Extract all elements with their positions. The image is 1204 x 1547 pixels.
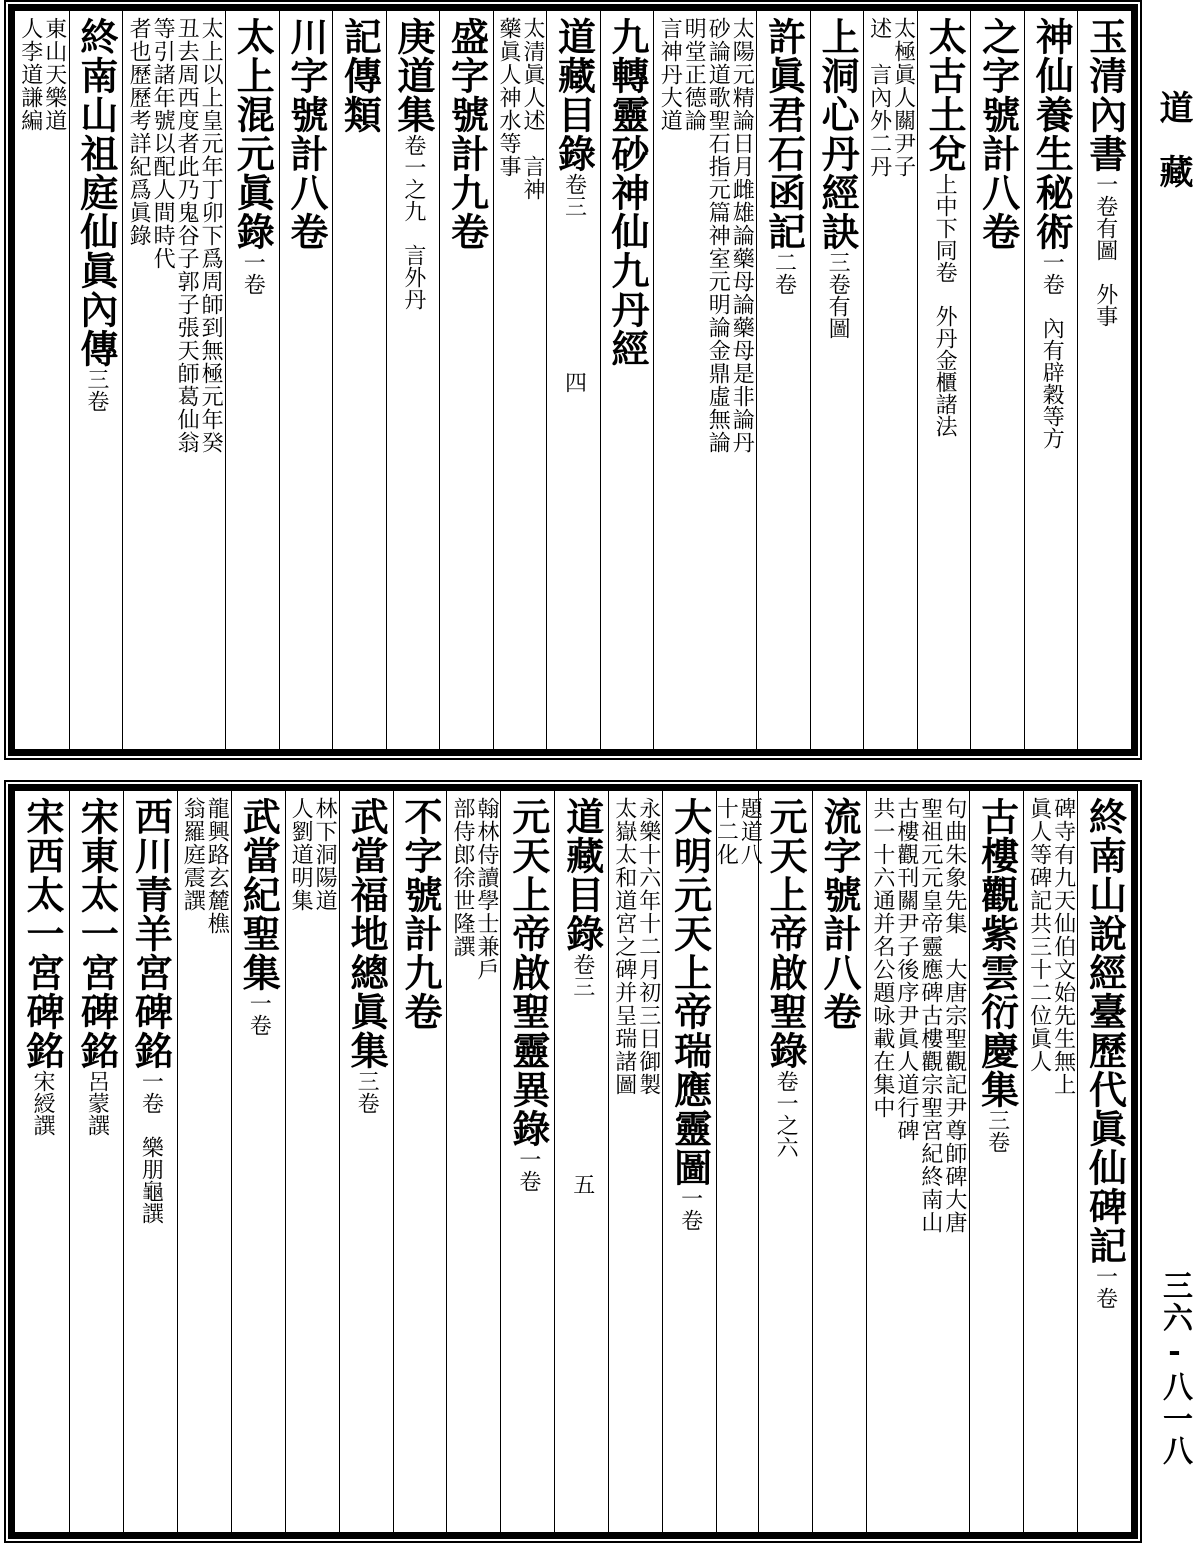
entry-title-text: 九轉靈砂神仙九丹經	[605, 17, 651, 368]
annotation-column	[713, 791, 763, 1532]
entry-title-text: 玉清內書	[1082, 17, 1128, 173]
entry-note: 上中下同卷 外丹金櫃諸法	[932, 173, 958, 437]
entry-column	[662, 791, 716, 1532]
lower-text-block	[8, 784, 1138, 1539]
annotation-lines	[657, 17, 755, 454]
annotation-line: 句曲朱象先集 大唐宗聖觀記尹尊師碑大唐	[941, 797, 967, 1234]
entry-note: 一卷有圖 外事	[1092, 173, 1118, 327]
entry-title-text: 流字號計八卷	[817, 797, 863, 1031]
annotation-lines	[288, 797, 338, 912]
entry-title-text: 宋西太一宮碑銘	[19, 797, 65, 1070]
entry-title-text: 太古土兌	[922, 17, 968, 173]
entry-title-text: 上洞心丹經訣	[815, 17, 861, 251]
annotation-column	[1023, 791, 1077, 1532]
entry-column	[386, 11, 440, 749]
entry-column	[279, 11, 333, 749]
entry-title	[975, 17, 1021, 251]
annotation-line: 古樓觀刊關尹子後序尹眞人道行碑	[893, 797, 919, 1142]
entry-title-text: 道藏目錄	[559, 797, 605, 953]
entry-note: 宋綬譔	[29, 1070, 55, 1136]
annotation-column	[15, 11, 69, 749]
entry-column	[1077, 11, 1131, 749]
annotation-line: 人劉道明集	[288, 797, 314, 912]
entry-column	[439, 11, 493, 749]
entry-column	[1077, 791, 1131, 1532]
entry-note: 三卷	[354, 1070, 380, 1114]
upper-text-block	[8, 4, 1138, 756]
entry-title-text: 神仙養生秘術	[1029, 17, 1075, 251]
annotation-lines	[180, 797, 230, 935]
annotation-line: 太清眞人述 言神	[519, 17, 545, 201]
entry-column	[812, 791, 866, 1532]
entry-title	[1029, 17, 1075, 449]
entry-note: 一卷 內有辟穀等方	[1039, 251, 1065, 449]
annotation-line: 部侍郎徐世隆譔	[449, 797, 475, 958]
annotation-line: 太嶽太和道宮之碑并呈瑞諸圖	[611, 797, 637, 1096]
entry-title-text: 古樓觀紫雲衍慶集	[974, 797, 1020, 1109]
entry-title-text: 武當福地總眞集	[344, 797, 390, 1070]
entry-title	[505, 797, 551, 1192]
entry-column	[758, 791, 812, 1532]
entry-title-text: 西川青羊宮碑銘	[128, 797, 174, 1070]
annotation-line: 明堂正德論	[681, 17, 707, 132]
entry-title	[763, 797, 809, 1158]
annotation-line: 述 言內外二丹	[866, 17, 892, 178]
annotation-lines	[497, 17, 543, 201]
annotation-line: 眞人等碑記共三十二位眞人	[1026, 797, 1052, 1073]
entry-note: 一卷 樂朋龜譔	[138, 1070, 164, 1224]
entry-column	[15, 791, 69, 1532]
annotation-line: 者也歷歷考詳紀爲眞錄	[126, 17, 152, 247]
entry-title	[1082, 17, 1128, 327]
entry-note: 一卷	[246, 992, 272, 1036]
annotation-line: 砂論道歌聖石指元篇神室元明論金鼎虛無論	[705, 17, 731, 454]
annotation-line: 太陽元精論日月雌雄論藥母論藥母是非論丹	[729, 17, 755, 454]
entry-title-text: 大明元天上帝瑞應靈圖	[667, 797, 713, 1187]
annotation-line: 太上以上皇元年丁卯下爲周師到無極元年癸	[198, 17, 224, 454]
entry-note: 一卷	[1092, 1265, 1118, 1309]
annotation-column	[493, 11, 547, 749]
entry-column	[970, 11, 1024, 749]
entry-column	[1024, 11, 1078, 749]
entry-title-text: 宋東太一宮碑銘	[74, 797, 120, 1070]
entry-title-text: 川字號計八卷	[283, 17, 329, 251]
annotation-lines	[868, 17, 914, 178]
entry-title	[974, 797, 1020, 1153]
annotation-line: 東山天樂道	[41, 17, 67, 132]
annotation-column	[285, 791, 339, 1532]
entry-title	[817, 797, 863, 1031]
annotation-line: 題道八	[737, 797, 763, 866]
running-title: 道藏	[1153, 90, 1193, 218]
entry-title	[444, 17, 490, 251]
annotation-column	[608, 791, 662, 1532]
entry-note: 一卷	[677, 1187, 703, 1231]
entry-title	[551, 17, 597, 393]
annotation-line: 龍興路玄麓樵	[204, 797, 230, 935]
entry-column	[810, 11, 864, 749]
entry-note: 三卷有圖	[825, 251, 851, 339]
entry-note: 一卷	[515, 1148, 541, 1192]
entry-column	[546, 11, 600, 749]
entry-title-text: 元天上帝啟聖錄	[763, 797, 809, 1070]
annotation-line: 翰林侍讀學士兼戶	[473, 797, 499, 981]
annotation-column	[446, 791, 500, 1532]
annotation-lines	[451, 797, 497, 981]
entry-note: 一卷	[240, 251, 266, 295]
entry-column	[500, 791, 554, 1532]
entry-title	[236, 797, 282, 1036]
entry-title	[230, 17, 276, 295]
annotation-line: 丑去周西度者此乃鬼谷子郭子張天師葛仙翁	[174, 17, 200, 454]
entry-title-text: 之字號計八卷	[975, 17, 1021, 251]
annotation-column	[866, 791, 970, 1532]
entry-title-text: 許眞君石函記	[761, 17, 807, 251]
entry-note: 三卷	[984, 1109, 1010, 1153]
annotation-line: 翁羅庭震譔	[180, 797, 206, 912]
entry-title-text: 武當紀聖集	[236, 797, 282, 992]
annotation-line: 等引諸年號以配人間時代	[150, 17, 176, 270]
entry-title	[398, 797, 443, 1031]
entry-note: 卷三 四	[561, 173, 587, 393]
entry-title	[337, 17, 383, 134]
entry-column	[339, 791, 393, 1532]
upper-columns	[15, 11, 1131, 749]
lower-columns	[15, 791, 1131, 1532]
entry-title-text: 不字號計九卷	[398, 797, 443, 1031]
entry-column	[969, 791, 1023, 1532]
entry-title-text: 庚道集	[390, 17, 436, 134]
annotation-lines	[871, 797, 965, 1234]
entry-title-text: 盛字號計九卷	[444, 17, 490, 251]
entry-title	[605, 17, 651, 368]
entry-column	[917, 11, 971, 749]
entry-column	[123, 791, 177, 1532]
annotation-column	[122, 11, 225, 749]
annotation-line: 言神丹大道	[657, 17, 683, 132]
entry-column	[393, 791, 447, 1532]
entry-title	[559, 797, 605, 1195]
entry-note: 三卷	[83, 368, 109, 412]
annotation-line: 林下洞陽道	[312, 797, 338, 912]
entry-note: 卷三 五	[569, 953, 595, 1195]
entry-title-text: 終南山祖庭仙眞內傳	[73, 17, 119, 368]
annotation-lines	[613, 797, 659, 1096]
annotation-lines	[19, 17, 65, 132]
entry-title	[73, 17, 119, 412]
annotation-line: 永樂十六年十二月初三日御製	[635, 797, 661, 1096]
annotation-column	[863, 11, 917, 749]
annotation-lines	[126, 17, 224, 454]
entry-column	[225, 11, 279, 749]
entry-column	[554, 791, 608, 1532]
annotation-line: 人李道謙編	[17, 17, 43, 132]
entry-column	[69, 11, 123, 749]
annotation-lines	[1028, 797, 1074, 1096]
annotation-lines	[713, 797, 763, 866]
entry-title-text: 記傳類	[337, 17, 383, 134]
entry-column	[600, 11, 654, 749]
entry-note: 卷一之九 言外丹	[400, 134, 426, 310]
page-number: 三六-八一八	[1157, 1270, 1192, 1467]
entry-title	[128, 797, 174, 1224]
entry-title	[922, 17, 968, 437]
annotation-line: 碑寺有九天仙伯文始先生無上	[1050, 797, 1076, 1096]
entry-column	[231, 791, 285, 1532]
entry-title	[761, 17, 807, 295]
entry-title	[283, 17, 329, 251]
entry-title-text: 道藏目錄	[551, 17, 597, 173]
entry-title-text: 太上混元眞錄	[230, 17, 276, 251]
annotation-line: 聖祖元元皇帝靈應碑古樓觀宗聖宮紀終南山	[917, 797, 943, 1234]
entry-column	[332, 11, 386, 749]
annotation-column	[653, 11, 756, 749]
entry-title-text: 元天上帝啟聖靈異錄	[505, 797, 551, 1148]
annotation-line: 十二化	[713, 797, 739, 866]
entry-title	[1082, 797, 1128, 1309]
entry-title	[344, 797, 390, 1114]
entry-note: 呂蒙譔	[84, 1070, 110, 1136]
entry-column	[756, 11, 810, 749]
entry-note: 卷一之六	[773, 1070, 799, 1158]
entry-title	[667, 797, 713, 1231]
entry-title-text: 終南山說經臺歷代眞仙碑記	[1082, 797, 1128, 1265]
annotation-line: 太極眞人關尹子	[890, 17, 916, 178]
annotation-line: 共一十六通并名公題咏載在集中	[869, 797, 895, 1119]
entry-title	[74, 797, 120, 1136]
annotation-column	[177, 791, 231, 1532]
entry-column	[69, 791, 123, 1532]
entry-title	[19, 797, 65, 1136]
annotation-line: 藥眞人神水等事	[495, 17, 521, 178]
entry-title	[390, 17, 436, 310]
entry-note: 二卷	[771, 251, 797, 295]
entry-title	[815, 17, 861, 339]
